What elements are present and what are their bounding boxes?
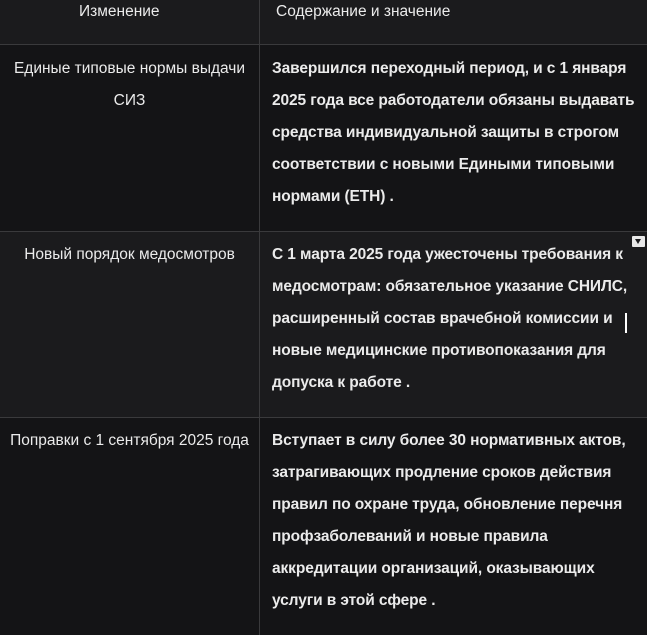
change-cell: Единые типовые нормы выдачи СИЗ (13, 60, 246, 109)
header-content: Содержание и значение (276, 3, 451, 20)
change-cell: Поправки с 1 сентября 2025 года (10, 432, 249, 449)
table-row (0, 45, 647, 231)
table-header-row (0, 0, 647, 45)
text-cursor (625, 313, 627, 333)
change-cell: Новый порядок медосмотров (24, 246, 235, 263)
header-change: Изменение (79, 3, 160, 20)
column-divider[interactable] (259, 0, 260, 635)
content-cell: Вступает в силу более 30 нормативных актов, затрагивающих продление сроков действия правил по охране труда, обновление перечня профзаболеваний и новые правила аккредитации организаций, оказывающих услуги в этой сфере . (272, 432, 626, 609)
content-cell[interactable]: С 1 марта 2025 года ужесточены требования к медосмотрам: обязательное указание СНИЛС, расширенный состав врачебной комиссии и новые медицинские противопоказания для допуска к работе . (272, 246, 628, 391)
chevron-down-icon[interactable] (632, 236, 645, 247)
content-cell: Завершился переходный период, и с 1 января 2025 года все работодатели обязаны выдавать средства индивидуальной защиты в строгом соответствии с новыми Едиными типовыми нормами (ЕТН) . (272, 60, 635, 205)
table-row (0, 232, 647, 417)
table-row (0, 418, 647, 635)
